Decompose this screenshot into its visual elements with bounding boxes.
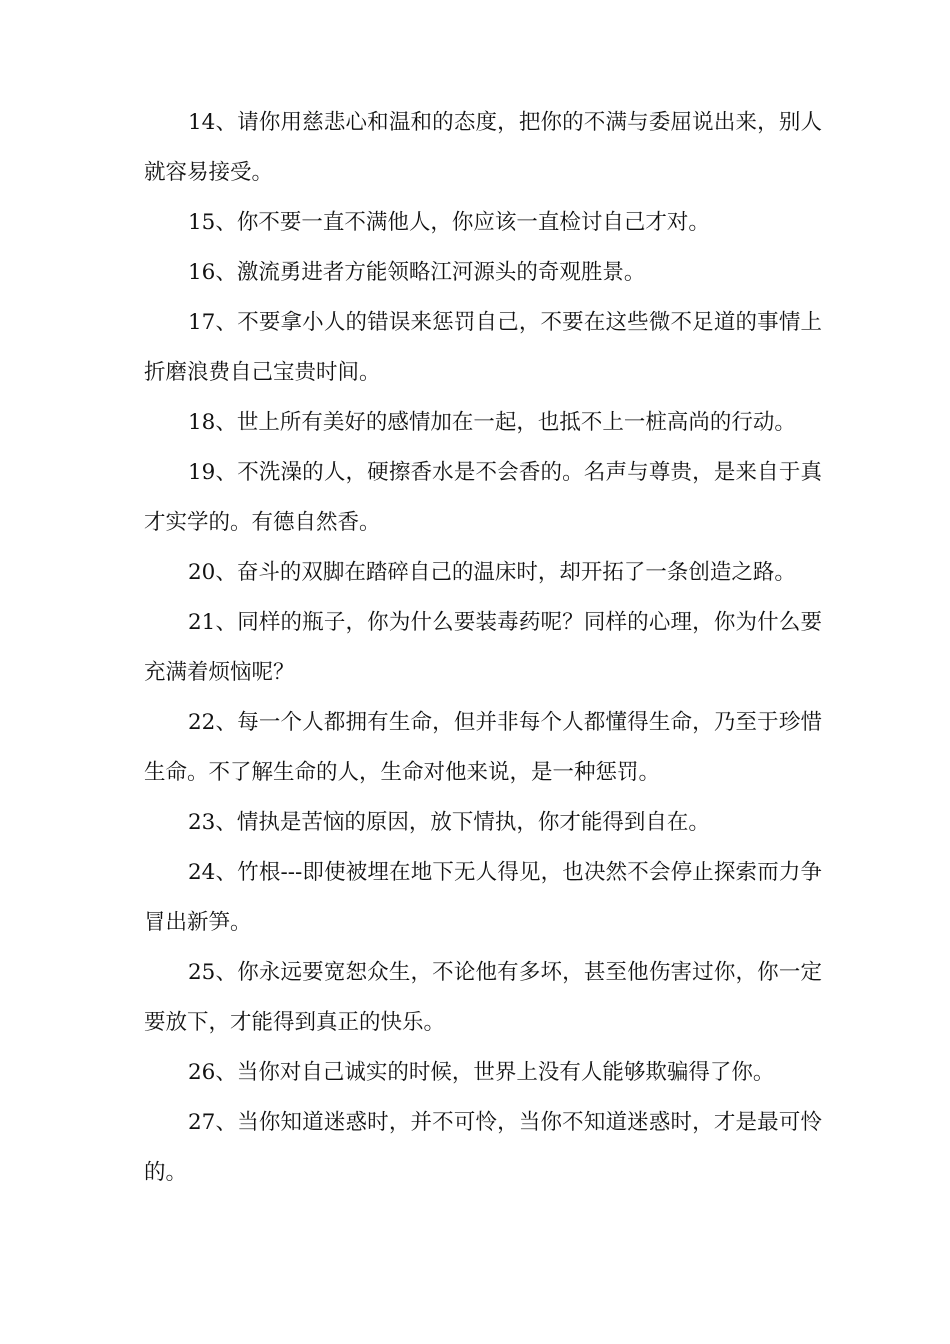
paragraph-24: 24、竹根---即使被埋在地下无人得见，也决然不会停止探索而力争冒出新笋。	[144, 860, 822, 935]
paragraph-25: 25、你永远要宽恕众生，不论他有多坏，甚至他伤害过你，你一定要放下，才能得到真正的快乐。	[144, 960, 822, 1035]
paragraph-20: 20、奋斗的双脚在踏碎自己的温床时，却开拓了一条创造之路。	[188, 560, 796, 585]
paragraph-27: 27、当你知道迷惑时，并不可怜，当你不知道迷惑时，才是最可怜的。	[144, 1110, 822, 1185]
paragraph-19: 19、不洗澡的人，硬擦香水是不会香的。名声与尊贵，是来自于真才实学的。有德自然香。	[144, 460, 822, 535]
document-body	[144, 98, 822, 1198]
paragraph-16: 16、激流勇进者方能领略江河源头的奇观胜景。	[188, 260, 646, 285]
paragraph-23: 23、情执是苦恼的原因，放下情执，你才能得到自在。	[188, 810, 710, 835]
paragraph-17: 17、不要拿小人的错误来惩罚自己，不要在这些微不足道的事情上折磨浪费自己宝贵时间。	[144, 310, 822, 385]
paragraph-21: 21、同样的瓶子，你为什么要装毒药呢？同样的心理，你为什么要充满着烦恼呢？	[144, 610, 822, 685]
paragraph-22: 22、每一个人都拥有生命，但并非每个人都懂得生命，乃至于珍惜生命。不了解生命的人，生命对他来说，是一种惩罚。	[144, 710, 822, 785]
paragraph-18: 18、世上所有美好的感情加在一起，也抵不上一桩高尚的行动。	[188, 410, 796, 435]
paragraph-14: 14、请你用慈悲心和温和的态度，把你的不满与委屈说出来，别人就容易接受。	[144, 110, 822, 185]
paragraph-26: 26、当你对自己诚实的时候，世界上没有人能够欺骗得了你。	[188, 1060, 775, 1085]
paragraph-15: 15、你不要一直不满他人，你应该一直检讨自己才对。	[188, 210, 710, 235]
